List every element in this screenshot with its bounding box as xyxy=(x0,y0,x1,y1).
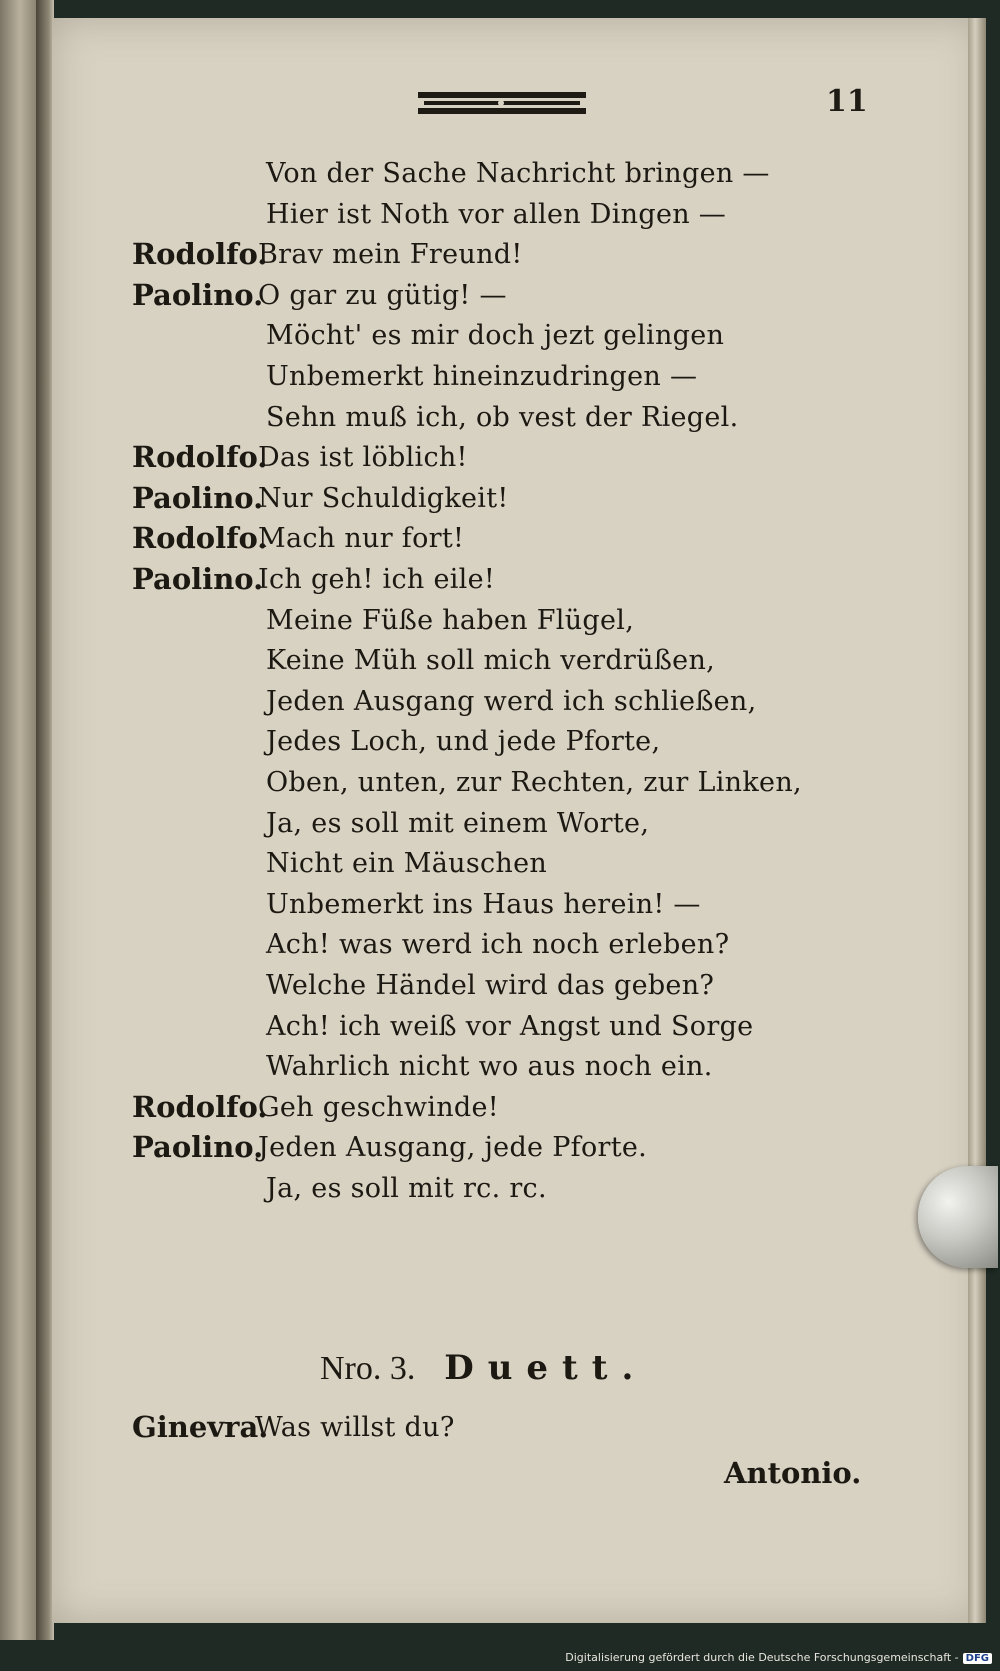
header-ornament xyxy=(418,92,586,114)
section-title: Duett. xyxy=(444,1348,648,1388)
speaker-label: Rodolfo. xyxy=(132,237,268,271)
speaker-label: Paolino. xyxy=(132,562,264,596)
catchword: Antonio. xyxy=(724,1456,862,1490)
speaker-label: Paolino. xyxy=(132,278,264,312)
text-line: Nur Schuldigkeit! xyxy=(258,483,509,514)
speaker-label: Paolino. xyxy=(132,1130,264,1164)
speaker-label: Rodolfo. xyxy=(132,440,268,474)
text-line: Nicht ein Mäuschen xyxy=(266,848,548,879)
text-line: Keine Müh soll mich verdrüßen, xyxy=(266,645,716,676)
digitization-credit xyxy=(565,1651,992,1664)
section-number: Nro. 3. xyxy=(320,1350,416,1387)
text-line: Ach! was werd ich noch erleben? xyxy=(266,929,730,960)
text-line: Geh geschwinde! xyxy=(258,1092,499,1123)
text-line: Sehn muß ich, ob vest der Riegel. xyxy=(266,402,739,433)
text-line: Unbemerkt ins Haus herein! — xyxy=(266,889,701,920)
text-line: Hier ist Noth vor allen Dingen — xyxy=(266,199,727,230)
facing-page-edge xyxy=(0,0,36,1640)
dfg-logo: DFG xyxy=(963,1653,992,1664)
text-line: Ja, es soll mit einem Worte, xyxy=(266,808,650,839)
text-line: Jeden Ausgang, jede Pforte. xyxy=(258,1132,648,1163)
page-number: 11 xyxy=(826,84,868,119)
speaker-label: Rodolfo. xyxy=(132,1090,268,1124)
speaker-label: Ginevra. xyxy=(132,1410,269,1444)
speaker-label: Rodolfo. xyxy=(132,521,268,555)
text-line: Ja, es soll mit rc. rc. xyxy=(266,1173,547,1204)
text-line: Mach nur fort! xyxy=(258,523,465,554)
text-line: Von der Sache Nachricht bringen — xyxy=(266,158,770,189)
text-line: Oben, unten, zur Rechten, zur Linken, xyxy=(266,767,802,798)
page-stack-edge xyxy=(968,18,986,1623)
text-line: Meine Füße haben Flügel, xyxy=(266,605,635,636)
text-line: Was willst du? xyxy=(255,1412,455,1443)
text-line: Unbemerkt hineinzudringen — xyxy=(266,361,698,392)
text-line: Brav mein Freund! xyxy=(258,239,523,270)
credit-text: Digitalisierung gefördert durch die Deutsche Forschungsgemeinschaft - xyxy=(565,1651,959,1664)
text-line: Ach! ich weiß vor Angst und Sorge xyxy=(266,1011,754,1042)
speaker-label: Paolino. xyxy=(132,481,264,515)
text-line: Welche Händel wird das geben? xyxy=(266,970,715,1001)
text-line: O gar zu gütig! — xyxy=(258,280,507,311)
text-line: Möcht' es mir doch jezt gelingen xyxy=(266,320,725,351)
text-line: Wahrlich nicht wo aus noch ein. xyxy=(266,1051,713,1082)
text-line: Ich geh! ich eile! xyxy=(258,564,496,595)
text-line: Jeden Ausgang werd ich schließen, xyxy=(266,686,757,717)
text-line: Das ist löblich! xyxy=(258,442,468,473)
section-heading xyxy=(320,1348,647,1388)
text-line: Jedes Loch, und jede Pforte, xyxy=(266,726,661,757)
